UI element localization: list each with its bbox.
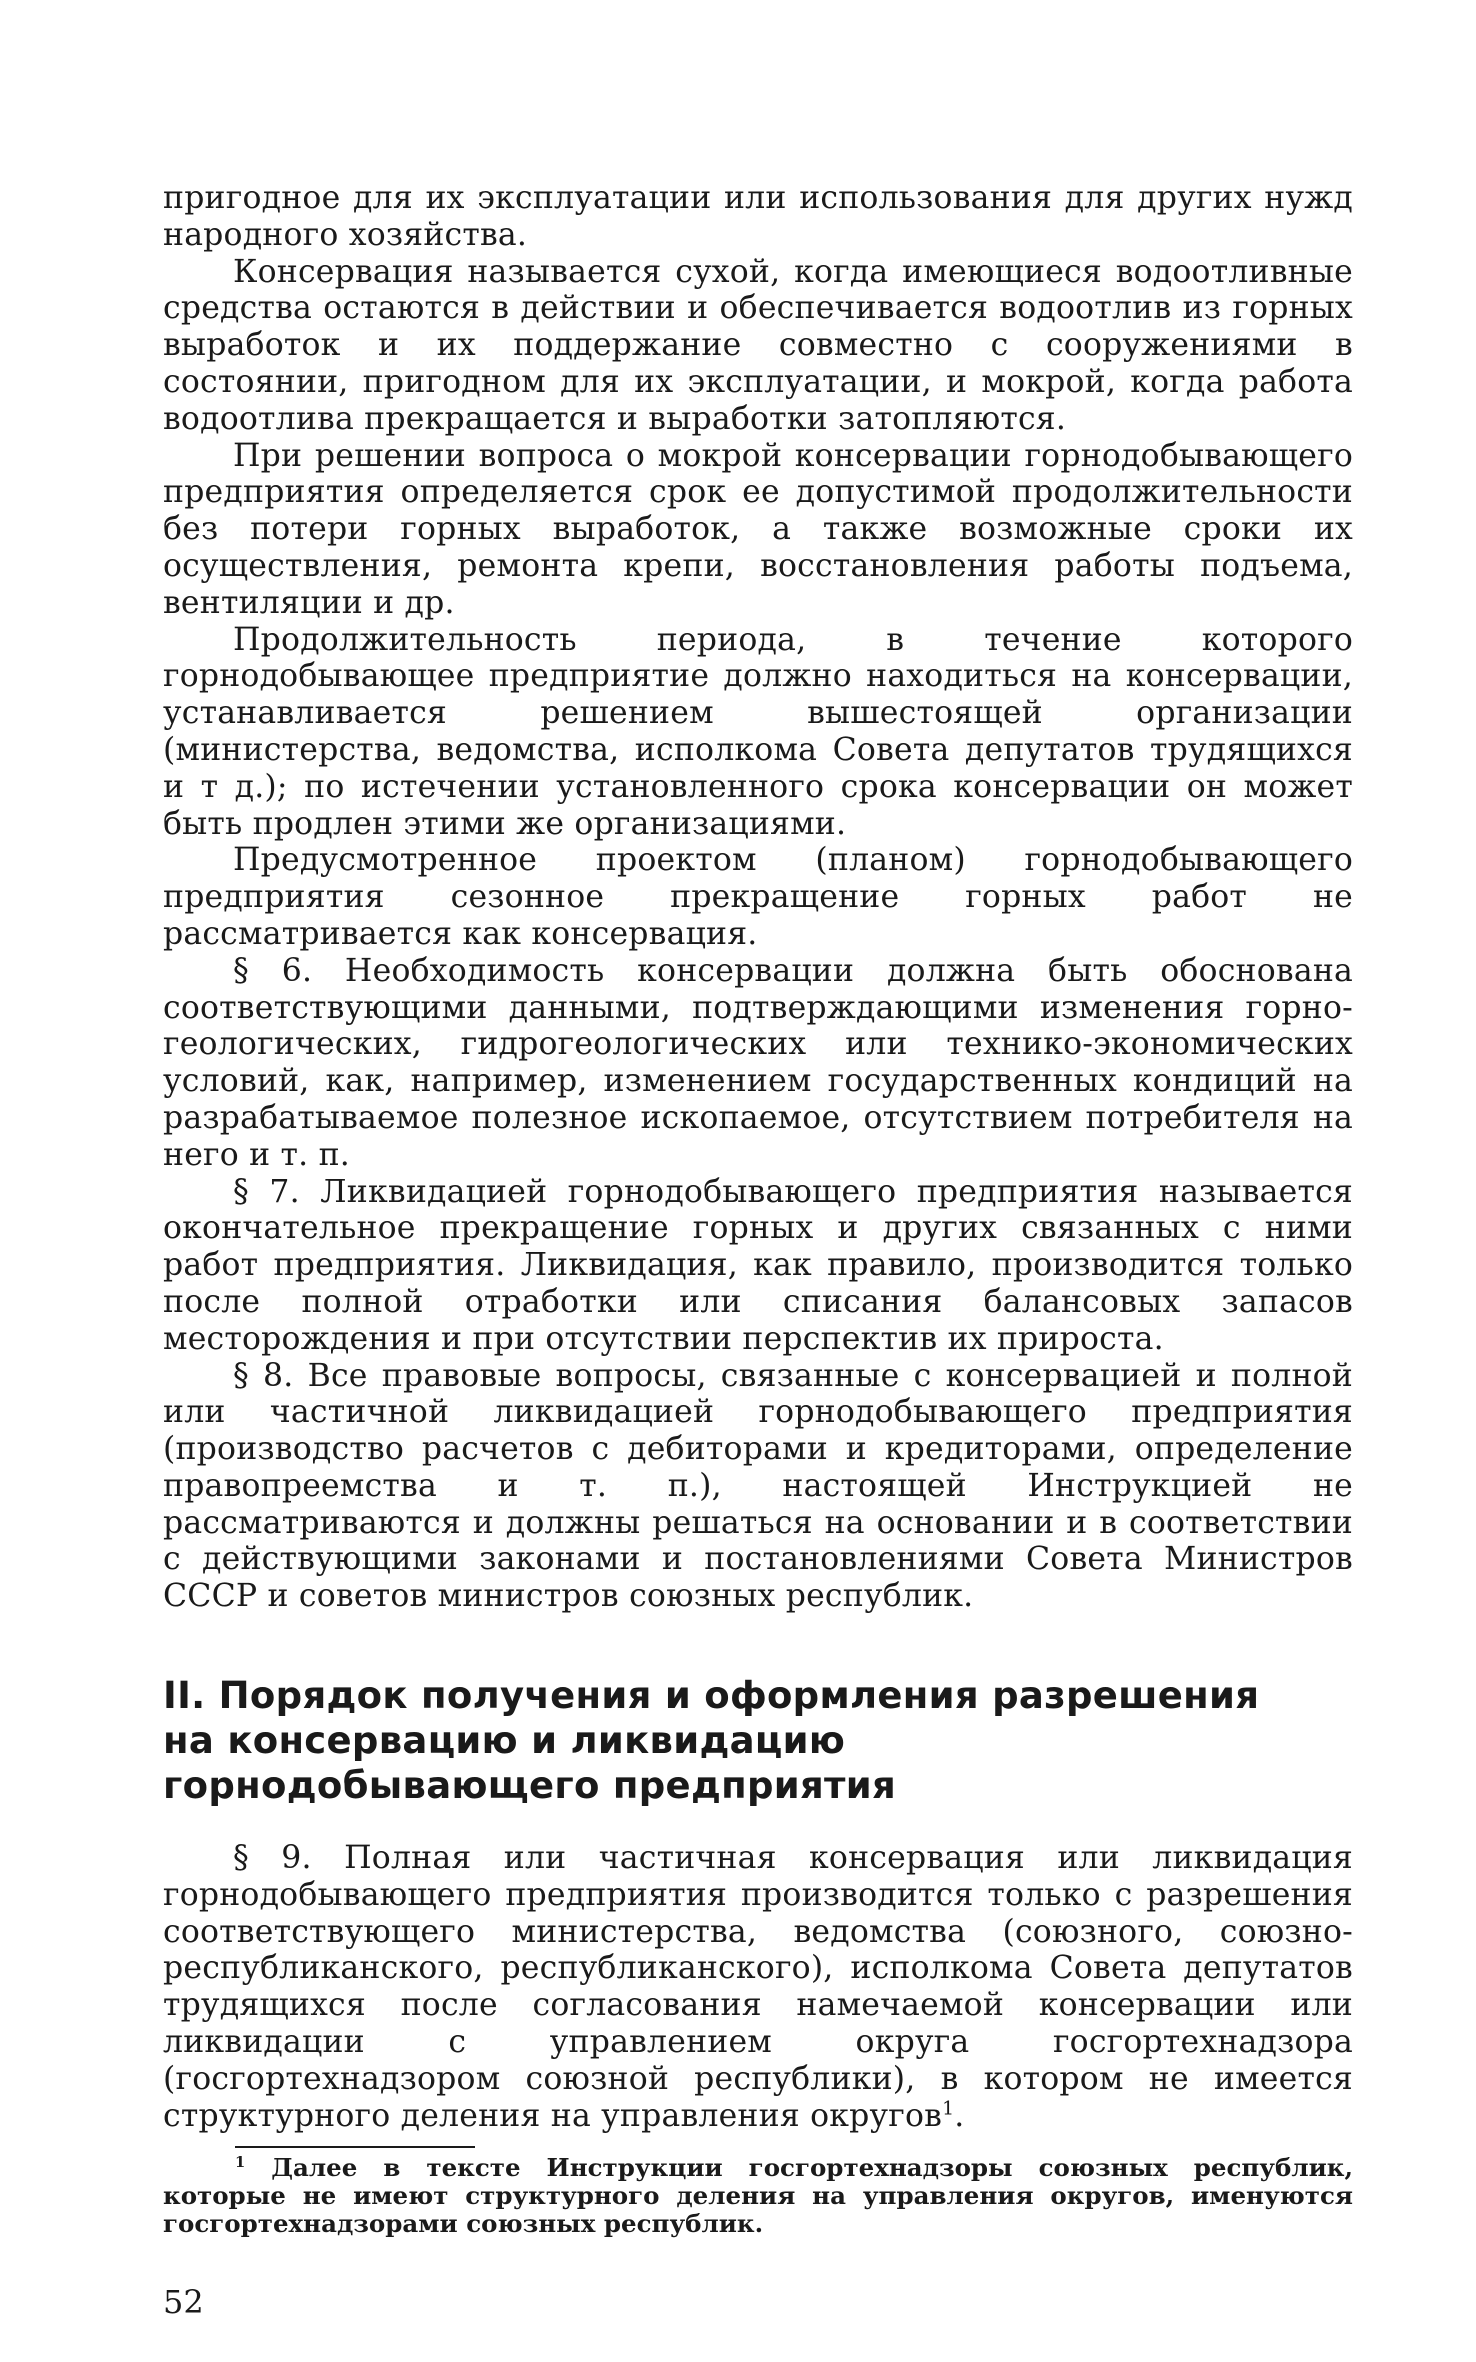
page-number: 52 (163, 2283, 204, 2322)
paragraph-section-9 (163, 1840, 1353, 2134)
paragraph-section-7: § 7. Ликвидацией горнодобывающего предприятия называется окончательное прекращение горных и других связанных с ними работ предприятия. Ликвидация, как правило, производится только после полной отработки или списания балансовых запасов месторождения и при отсутствии перспектив их прироста. (163, 1173, 1353, 1357)
footnote-divider (235, 2146, 475, 2148)
paragraph-section-9-end: . (954, 2097, 965, 2134)
paragraph-wet-conservation: При решении вопроса о мокрой консервации горнодобывающего предприятия определяется срок ее допустимой продолжительности без потери горных выработок, а также возможные сроки их осуществления, ремонта крепи, восстановления работы подъема, вентиляции и др. (163, 437, 1353, 621)
paragraph-section-8: § 8. Все правовые вопросы, связанные с консервацией и полной или частичной ликвидацией горнодобывающего предприятия (производство расчетов с дебиторами и кредиторами, определение правопреемства и т. п.), настоящей Инструкцией не рассматриваются и должны решаться на основании и в соответствии с действующими законами и постановлениями Совета Министров СССР и советов министров союзных республик. (163, 1357, 1353, 1615)
section-heading-line: горнодобывающего предприятия (163, 1764, 897, 1808)
paragraph-section-6: § 6. Необходимость консервации должна быть обоснована соответствующими данными, подтверждающими изменения горно-геологических, гидрогеологических или технико-экономических условий, как, например, изменением государственных кондиций на разрабатываемое полезное ископаемое, отсутствием потребителя на него и т. п. (163, 952, 1353, 1173)
section-heading-line: II. Порядок получения и оформления разрешения (163, 1674, 1260, 1718)
paragraph-dry-wet-conservation: Консервация называется сухой, когда имеющиеся водоотливные средства остаются в действии и обеспечивается водоотлив из горных выработок и их поддержание совместно с сооружениями в состоянии, пригодном для их эксплуатации, и мокрой, когда работа водоотлива прекращается и выработки затопляются. (163, 253, 1353, 437)
section-heading (163, 1673, 1353, 1808)
paragraph-seasonal-stop: Предусмотренное проектом (планом) горнодобывающего предприятия сезонное прекращение горных работ не рассматривается как консервация. (163, 842, 1353, 952)
footnote-reference: 1 (942, 2097, 955, 2120)
paragraph-continuation: пригодное для их эксплуатации или использования для других нужд народного хозяйства. (163, 180, 1353, 253)
section-heading-line: на консервацию и ликвидацию (163, 1719, 846, 1763)
footnote-mark: 1 (235, 2154, 246, 2172)
paragraph-conservation-period: Продолжительность периода, в течение которого горнодобывающее предприятие должно находиться на консервации, устанавливается решением вышестоящей организации (министерства, ведомства, исполкома Совета депутатов трудящихся и т д.); по истечении установленного срока консервации он может быть продлен этими же организациями. (163, 621, 1353, 842)
document-page (163, 180, 1353, 2320)
footnote (163, 2154, 1353, 2238)
paragraph-section-9-text: § 9. Полная или частичная консервация или ликвидация горнодобывающего предприятия производится только с разрешения соответствующего министерства, ведомства (союзного, союзно-республиканского, республиканского), исполкома Совета депутатов трудящихся после согласования намечаемой консервации или ликвидации с управлением округа госгортехнадзора (госгортехнадзором союзной республики), в котором не имеется структурного деления на управления округов (163, 1840, 1353, 2134)
footnote-text: Далее в тексте Инструкции госгортехнадзоры союзных республик, которые не имеют структурного деления на управления округов, именуются госгортехнадзорами союзных республик. (163, 2153, 1354, 2239)
